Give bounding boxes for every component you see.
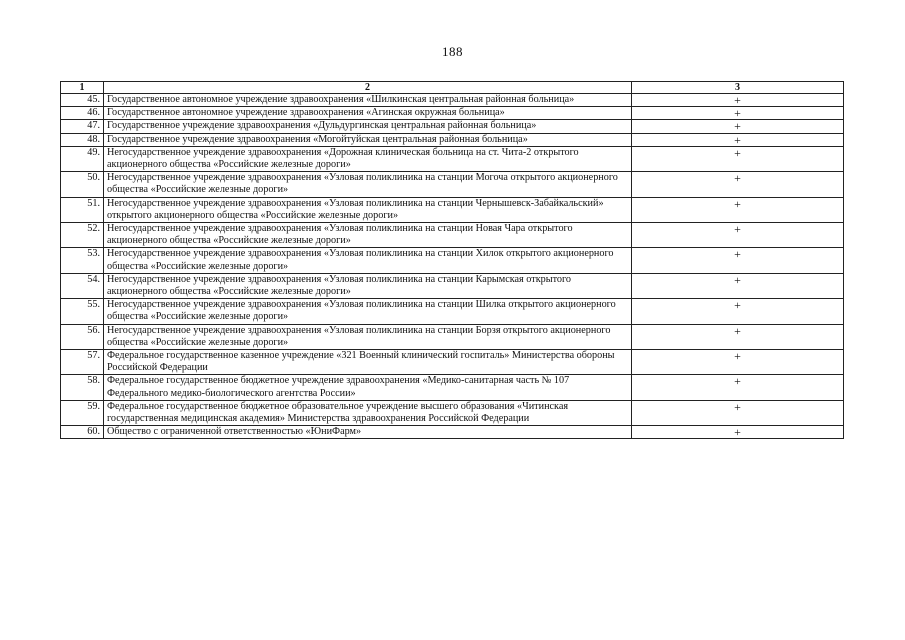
organization-name: Государственное учреждение здравоохранения «Дульдургинская центральная районная больница» bbox=[104, 120, 632, 133]
plus-mark: + bbox=[632, 350, 844, 375]
row-number: 60. bbox=[61, 426, 104, 439]
column-header-name: 2 bbox=[104, 82, 632, 94]
plus-mark: + bbox=[632, 273, 844, 298]
plus-mark: + bbox=[632, 324, 844, 349]
organization-name: Негосударственное учреждение здравоохранения «Узловая поликлиника на станции Чернышевск-Забайкальский» открытого акционерного общества «Российские железные дороги» bbox=[104, 197, 632, 222]
plus-mark: + bbox=[632, 172, 844, 197]
organization-name: Федеральное государственное бюджетное образовательное учреждение высшего образования «Читинская государственная медицинская академия» Министерства здравоохранения Российской Федерации bbox=[104, 400, 632, 425]
organization-name: Негосударственное учреждение здравоохранения «Узловая поликлиника на станции Карымская открытого акционерного общества «Российские железные дороги» bbox=[104, 273, 632, 298]
plus-mark: + bbox=[632, 146, 844, 171]
plus-mark: + bbox=[632, 120, 844, 133]
table-row bbox=[61, 299, 844, 324]
organization-name: Федеральное государственное казенное учреждение «321 Военный клинический госпиталь» Министерства обороны Российской Федерации bbox=[104, 350, 632, 375]
column-header-number: 1 bbox=[61, 82, 104, 94]
plus-mark: + bbox=[632, 426, 844, 439]
plus-mark: + bbox=[632, 375, 844, 400]
table-row bbox=[61, 375, 844, 400]
table-row bbox=[61, 223, 844, 248]
row-number: 53. bbox=[61, 248, 104, 273]
column-header-mark: 3 bbox=[632, 82, 844, 94]
table-row bbox=[61, 350, 844, 375]
organization-name: Государственное учреждение здравоохранения «Могойтуйская центральная районная больница» bbox=[104, 133, 632, 146]
row-number: 57. bbox=[61, 350, 104, 375]
plus-mark: + bbox=[632, 94, 844, 107]
plus-mark: + bbox=[632, 299, 844, 324]
row-number: 51. bbox=[61, 197, 104, 222]
row-number: 46. bbox=[61, 107, 104, 120]
row-number: 52. bbox=[61, 223, 104, 248]
row-number: 54. bbox=[61, 273, 104, 298]
table-row bbox=[61, 248, 844, 273]
organization-name: Негосударственное учреждение здравоохранения «Узловая поликлиника на станции Борзя открытого акционерного общества «Российские железные дороги» bbox=[104, 324, 632, 349]
organizations-table bbox=[60, 81, 844, 439]
row-number: 56. bbox=[61, 324, 104, 349]
table-row bbox=[61, 400, 844, 425]
organization-name: Негосударственное учреждение здравоохранения «Узловая поликлиника на станции Могоча открытого акционерного общества «Российские железные дороги» bbox=[104, 172, 632, 197]
organization-name: Государственное автономное учреждение здравоохранения «Агинская окружная больница» bbox=[104, 107, 632, 120]
organization-name: Негосударственное учреждение здравоохранения «Узловая поликлиника на станции Шилка открытого акционерного общества «Российские железные дороги» bbox=[104, 299, 632, 324]
table-row bbox=[61, 120, 844, 133]
plus-mark: + bbox=[632, 133, 844, 146]
row-number: 50. bbox=[61, 172, 104, 197]
organization-name: Негосударственное учреждение здравоохранения «Узловая поликлиника на станции Новая Чара открытого акционерного общества «Российские железные дороги» bbox=[104, 223, 632, 248]
table-row bbox=[61, 146, 844, 171]
organization-name: Федеральное государственное бюджетное учреждение здравоохранения «Медико-санитарная часть № 107 Федерального медико-биологического агентства России» bbox=[104, 375, 632, 400]
row-number: 45. bbox=[61, 94, 104, 107]
table-row bbox=[61, 172, 844, 197]
plus-mark: + bbox=[632, 107, 844, 120]
plus-mark: + bbox=[632, 400, 844, 425]
row-number: 48. bbox=[61, 133, 104, 146]
table-row bbox=[61, 273, 844, 298]
row-number: 58. bbox=[61, 375, 104, 400]
table-row bbox=[61, 197, 844, 222]
organization-name: Негосударственное учреждение здравоохранения «Узловая поликлиника на станции Хилок открытого акционерного общества «Российские железные дороги» bbox=[104, 248, 632, 273]
organization-name: Общество с ограниченной ответственностью «ЮниФарм» bbox=[104, 426, 632, 439]
page-number: 188 bbox=[442, 44, 463, 59]
table-row bbox=[61, 94, 844, 107]
plus-mark: + bbox=[632, 197, 844, 222]
table-header-row bbox=[61, 82, 844, 94]
row-number: 47. bbox=[61, 120, 104, 133]
table-row bbox=[61, 133, 844, 146]
row-number: 59. bbox=[61, 400, 104, 425]
row-number: 49. bbox=[61, 146, 104, 171]
organization-name: Государственное автономное учреждение здравоохранения «Шилкинская центральная районная больница» bbox=[104, 94, 632, 107]
table-row bbox=[61, 426, 844, 439]
table-row bbox=[61, 324, 844, 349]
plus-mark: + bbox=[632, 223, 844, 248]
plus-mark: + bbox=[632, 248, 844, 273]
row-number: 55. bbox=[61, 299, 104, 324]
organization-name: Негосударственное учреждение здравоохранения «Дорожная клиническая больница на ст. Чита-2 открытого акционерного общества «Российские железные дороги» bbox=[104, 146, 632, 171]
table-row bbox=[61, 107, 844, 120]
